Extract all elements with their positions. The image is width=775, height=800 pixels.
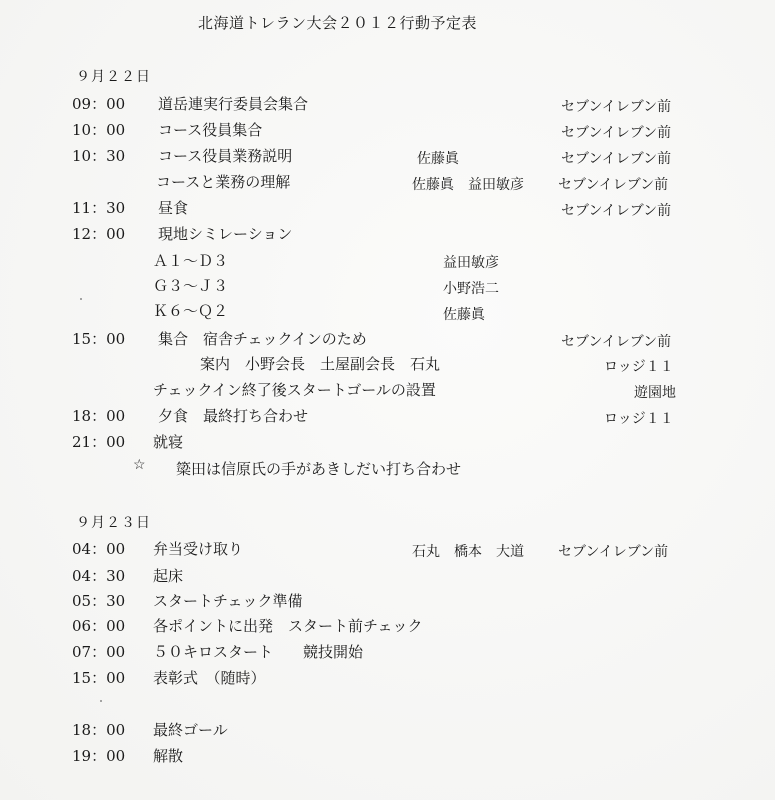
schedule-task: 現地シミレーション — [158, 225, 293, 243]
schedule-place: セブンイレブン前 — [561, 99, 672, 115]
schedule-task: 最終ゴール — [153, 721, 228, 739]
schedule-time: 10：30 — [72, 147, 126, 165]
schedule-task: 道岳連実行委員会集合 — [158, 95, 309, 113]
schedule-task: 弁当受け取り — [153, 540, 244, 558]
schedule-person: 佐藤眞 — [443, 307, 485, 323]
schedule-task: 夕食 最終打ち合わせ — [158, 407, 309, 425]
schedule-time: 18：00 — [72, 407, 126, 425]
schedule-task: Ａ１～Ｄ３ — [153, 252, 229, 270]
schedule-person: 佐藤眞 — [417, 151, 459, 167]
schedule-task: 解散 — [153, 747, 184, 765]
schedule-person: 佐藤眞 益田敏彦 — [412, 177, 524, 193]
schedule-time: 11：30 — [72, 199, 126, 217]
schedule-time: 19：00 — [72, 747, 126, 765]
schedule-time: 15：00 — [72, 669, 126, 687]
schedule-place: セブンイレブン前 — [561, 151, 672, 167]
schedule-place: ロッジ１１ — [604, 359, 674, 375]
schedule-time: 05：30 — [72, 592, 126, 610]
schedule-place: ロッジ１１ — [604, 411, 674, 427]
schedule-task: コースと業務の理解 — [156, 173, 291, 191]
schedule-time: 07：00 — [72, 643, 126, 661]
schedule-task: Ｋ６～Ｑ２ — [153, 302, 229, 320]
schedule-task: ５０キロスタート 競技開始 — [153, 643, 364, 661]
schedule-time: 21：00 — [72, 433, 126, 451]
schedule-person: 石丸 橋本 大道 — [412, 544, 524, 560]
schedule-place: セブンイレブン前 — [561, 125, 672, 141]
schedule-person: 小野浩二 — [443, 281, 499, 297]
schedule-place: セブンイレブン前 — [561, 203, 672, 219]
schedule-time: 10：00 — [72, 121, 126, 139]
schedule-time: 15：00 — [72, 330, 126, 348]
schedule-task: 各ポイントに出発 スタート前チェック — [153, 617, 423, 635]
scan-speck — [100, 700, 102, 702]
schedule-time: 04：30 — [72, 567, 126, 585]
schedule-person: 益田敏彦 — [443, 255, 499, 271]
schedule-time: 09：00 — [72, 95, 126, 113]
scan-speck — [80, 298, 82, 300]
schedule-time: 04：00 — [72, 540, 126, 558]
schedule-task: 表彰式 （随時） — [153, 669, 266, 687]
schedule-time: 18：00 — [72, 721, 126, 739]
document-title: 北海道トレラン大会２０１２行動予定表 — [198, 14, 478, 32]
schedule-place: セブンイレブン前 — [561, 334, 672, 350]
schedule-task: チェックイン終了後スタートゴールの設置 — [153, 381, 436, 399]
schedule-place: セブンイレブン前 — [558, 177, 669, 193]
schedule-time: 12：00 — [72, 225, 126, 243]
schedule-task: 集合 宿舎チェックインのため — [158, 330, 367, 348]
star-mark: ☆ — [133, 457, 146, 473]
schedule-task: 就寝 — [153, 433, 184, 451]
schedule-task: Ｇ３～Ｊ３ — [153, 277, 229, 295]
schedule-place: 遊園地 — [634, 385, 676, 401]
schedule-task: 起床 — [153, 567, 184, 585]
schedule-task: コース役員業務説明 — [158, 147, 293, 165]
schedule-task: 案内 小野会長 土屋副会長 石丸 — [200, 355, 441, 373]
schedule-place: セブンイレブン前 — [558, 544, 669, 560]
schedule-task: スタートチェック準備 — [153, 592, 303, 610]
day1-heading: ９月２２日 — [76, 69, 151, 85]
day2-heading: ９月２３日 — [76, 515, 151, 531]
schedule-time: 06：00 — [72, 617, 126, 635]
schedule-task: 昼食 — [158, 199, 189, 217]
schedule-task: コース役員集合 — [158, 121, 263, 139]
schedule-note: 簗田は信原氏の手があきしだい打ち合わせ — [176, 460, 462, 478]
